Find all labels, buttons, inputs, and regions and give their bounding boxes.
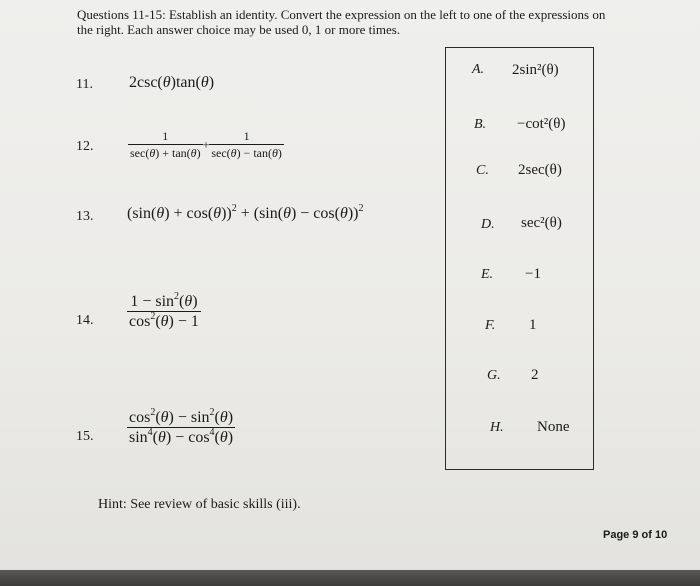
choice-a-letter: A. bbox=[472, 62, 485, 77]
instructions-text: Questions 11-15: Establish an identity. Convert the expression on the left to one of the expressions on the right. Each answer choice may be used 0, 1 or more times. bbox=[77, 7, 606, 37]
choice-e-expression: −1 bbox=[525, 266, 541, 282]
background-surface bbox=[0, 570, 700, 586]
hint-text: Hint: See review of basic skills (iii). bbox=[98, 497, 301, 512]
question-13-number: 13. bbox=[76, 209, 94, 224]
answer-choices-box bbox=[445, 47, 594, 470]
choice-a-expression: 2sin²(θ) bbox=[512, 62, 559, 78]
choice-f-expression: 1 bbox=[529, 317, 537, 333]
question-12-expression: $\frac{1}{\sec(\theta) + \tan(\theta)}$ + $\frac{1}{\sec(\theta) - \tan(\theta)}$ bbox=[130, 129, 282, 160]
question-11-expression: 2csc(θ)tan(θ) bbox=[129, 74, 215, 91]
question-13-expression: $(\sin(\theta) + \cos(\theta))^2 + (\sin(\theta) - \cos(\theta))^2$ bbox=[127, 203, 364, 222]
choice-c-expression: 2sec(θ) bbox=[518, 162, 562, 178]
choice-b-expression: −cot²(θ) bbox=[517, 116, 566, 132]
choice-d-letter: D. bbox=[481, 217, 495, 232]
question-14-number: 14. bbox=[76, 313, 94, 328]
question-15-expression: $\frac{\cos^2(\theta) - \sin^2(\theta)}{\sin^4(\theta) - \cos^4(\theta)}$ bbox=[129, 407, 234, 446]
choice-h-expression: None bbox=[537, 419, 570, 435]
choice-b-letter: B. bbox=[474, 117, 487, 132]
choice-h-letter: H. bbox=[490, 420, 504, 435]
choice-g-expression: 2 bbox=[531, 367, 539, 383]
choice-e-letter: E. bbox=[481, 267, 494, 282]
choice-f-letter: F. bbox=[485, 318, 496, 333]
question-11-number: 11. bbox=[76, 77, 93, 92]
question-12-number: 12. bbox=[76, 139, 94, 154]
choice-g-letter: G. bbox=[487, 368, 501, 383]
choice-d-expression: sec²(θ) bbox=[521, 215, 562, 231]
question-15-number: 15. bbox=[76, 429, 94, 444]
choice-c-letter: C. bbox=[476, 163, 489, 178]
page-number: Page 9 of 10 bbox=[603, 529, 668, 541]
question-14-expression: $\frac{1 - \sin^2(\theta)}{\cos^2(\theta) - 1}$ bbox=[129, 291, 199, 330]
